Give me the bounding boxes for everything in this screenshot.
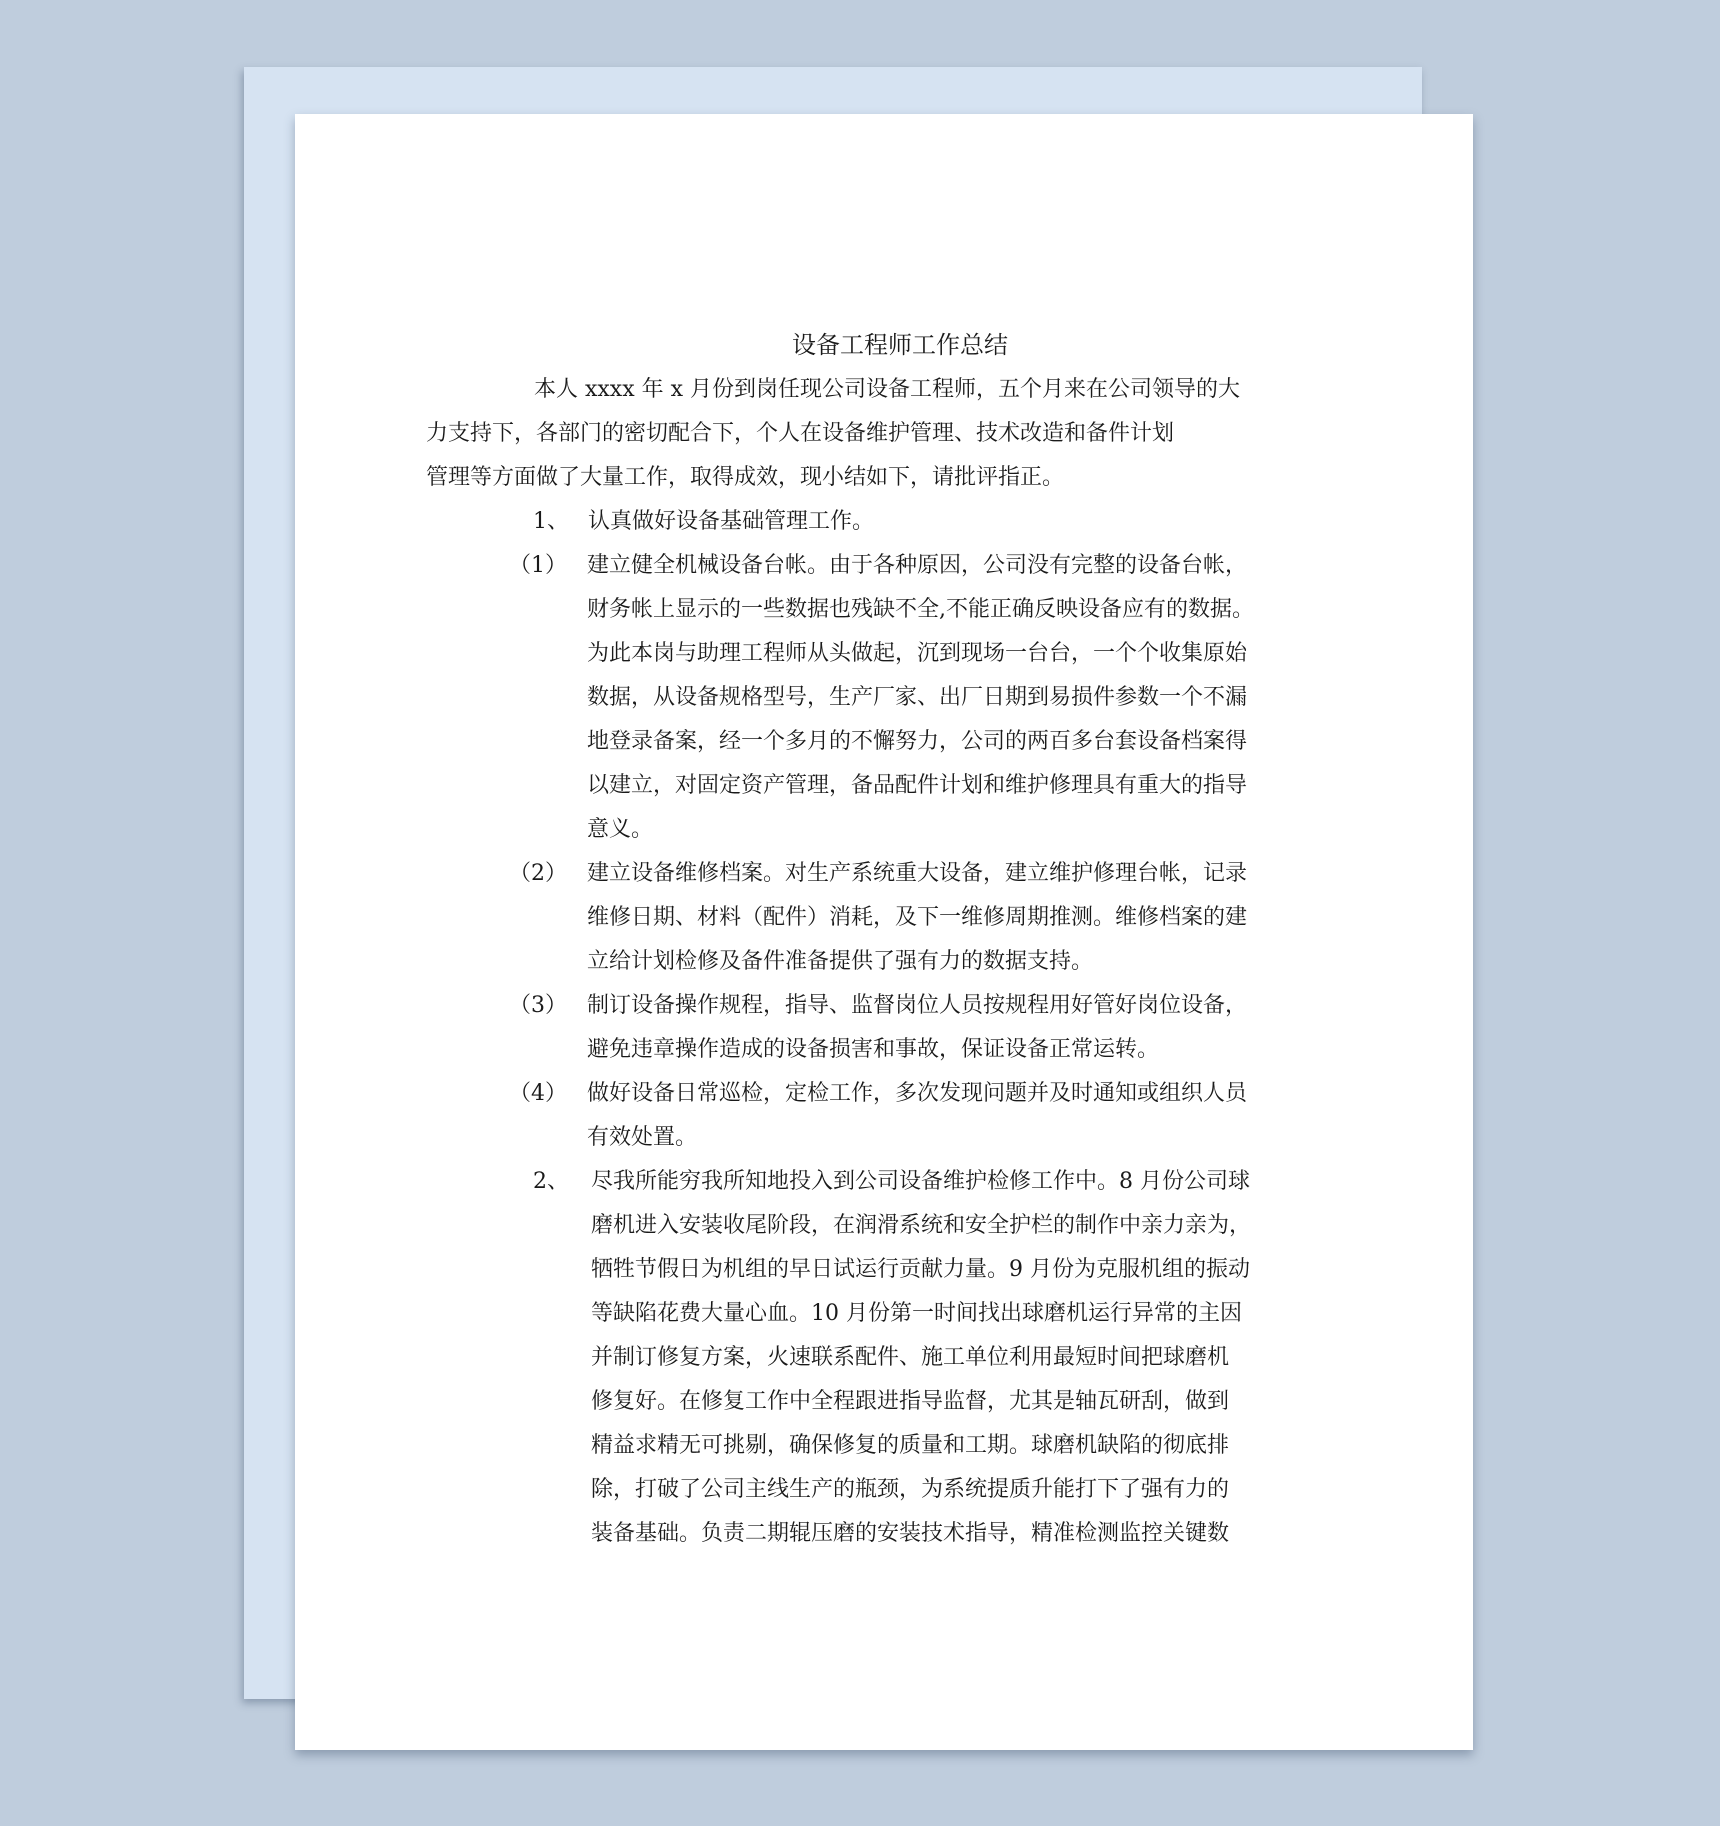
section-line: 并制订修复方案，火速联系配件、施工单位利用最短时间把球磨机 <box>591 1345 1230 1370</box>
section-line: 除，打破了公司主线生产的瓶颈，为系统提质升能打下了强有力的 <box>591 1477 1230 1502</box>
item-line: 数据，从设备规格型号，生产厂家、出厂日期到易损件参数一个不漏 <box>587 685 1248 710</box>
item-line: 做好设备日常巡检，定检工作，多次发现问题并及时通知或组织人员 <box>587 1081 1248 1106</box>
item-line: 意义。 <box>587 817 654 842</box>
item-line: 避免违章操作造成的设备损害和事故，保证设备正常运转。 <box>587 1037 1160 1062</box>
item-line: 制订设备操作规程，指导、监督岗位人员按规程用好管好岗位设备， <box>587 993 1248 1018</box>
item-line: 立给计划检修及备件准备提供了强有力的数据支持。 <box>587 949 1094 974</box>
section-2 <box>480 1160 1300 1556</box>
intro-line: 本人 xxxx 年 x 月份到岗任现公司设备工程师，五个月来在公司领导的大 <box>534 377 1241 402</box>
section-line: 尽我所能穷我所知地投入到公司设备维护检修工作中。8 月份公司球 <box>591 1169 1250 1194</box>
list-item <box>480 544 1300 852</box>
intro-line: 管理等方面做了大量工作，取得成效，现小结如下，请批评指正。 <box>426 465 1065 490</box>
list-item <box>480 984 1300 1072</box>
item-line: 建立健全机械设备台帐。由于各种原因，公司没有完整的设备台帐， <box>587 553 1248 578</box>
list-item <box>480 1072 1300 1160</box>
section-line: 等缺陷花费大量心血。10 月份第一时间找出球磨机运行异常的主因 <box>591 1301 1242 1326</box>
item-line: 以建立，对固定资产管理，备品配件计划和维护修理具有重大的指导 <box>587 773 1248 798</box>
item-line: 有效处置。 <box>587 1125 698 1150</box>
item-line: 财务帐上显示的一些数据也残缺不全,不能正确反映设备应有的数据。 <box>587 597 1254 622</box>
item-number: （1） <box>509 553 567 578</box>
item-line: 建立设备维修档案。对生产系统重大设备，建立维护修理台帐，记录 <box>587 861 1248 886</box>
section-line: 磨机进入安装收尾阶段，在润滑系统和安全护栏的制作中亲力亲为， <box>591 1213 1252 1238</box>
section-heading-text: 认真做好设备基础管理工作。 <box>588 509 875 534</box>
item-number: （4） <box>509 1081 567 1106</box>
section-number: 1、 <box>533 509 569 534</box>
item-number: （2） <box>509 861 567 886</box>
document-body <box>426 322 1300 1556</box>
section-line: 精益求精无可挑剔，确保修复的质量和工期。球磨机缺陷的彻底排 <box>591 1433 1230 1458</box>
section-line: 装备基础。负责二期辊压磨的安装技术指导，精准检测监控关键数 <box>591 1521 1230 1546</box>
intro-paragraph <box>426 368 1300 500</box>
section-number: 2、 <box>533 1169 569 1194</box>
section-line: 修复好。在修复工作中全程跟进指导监督，尤其是轴瓦研刮，做到 <box>591 1389 1230 1414</box>
list-item <box>480 852 1300 984</box>
item-line: 维修日期、材料（配件）消耗，及下一维修周期推测。维修档案的建 <box>587 905 1248 930</box>
intro-line: 力支持下，各部门的密切配合下，个人在设备维护管理、技术改造和备件计划 <box>426 421 1175 446</box>
item-number: （3） <box>509 993 567 1018</box>
item-line: 地登录备案，经一个多月的不懈努力，公司的两百多台套设备档案得 <box>587 729 1248 754</box>
section-1-heading <box>480 500 1300 544</box>
document-title: 设备工程师工作总结 <box>792 331 1008 359</box>
section-line: 牺牲节假日为机组的早日试运行贡献力量。9 月份为克服机组的振动 <box>591 1257 1250 1282</box>
item-line: 为此本岗与助理工程师从头做起，沉到现场一台台，一个个收集原始 <box>587 641 1248 666</box>
